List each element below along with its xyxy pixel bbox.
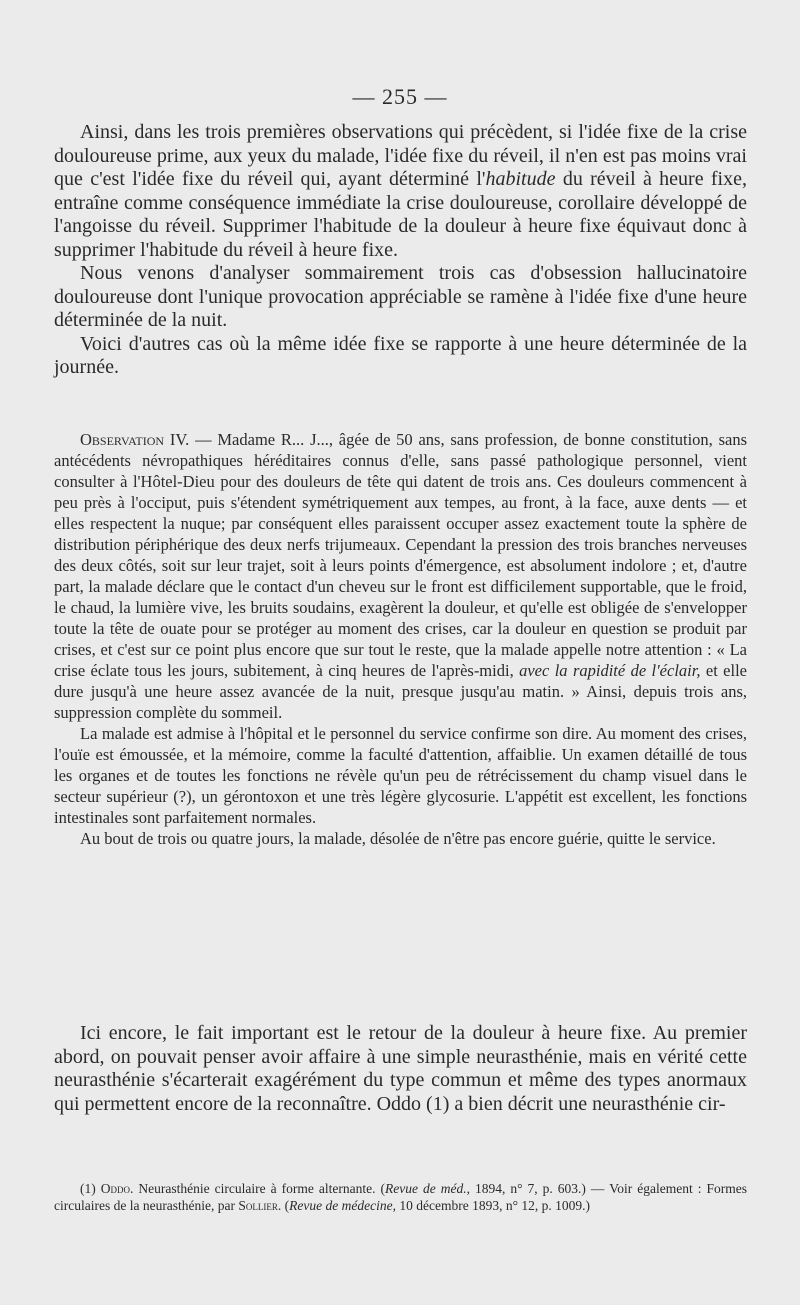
observation-p1-text-b: et elle dure jusqu'à une heure assez avancée de la nuit, presque jusqu'au matin. » Ainsi, depuis trois ans, suppression complète du sommeil. — [54, 661, 747, 722]
observation-p1-emphasis: avec la rapidité de l'éclair, — [519, 661, 701, 680]
intro-section — [54, 121, 747, 380]
footnote-author: Oddo — [100, 1181, 131, 1196]
observation-heading: Observation IV. — [80, 430, 190, 449]
intro-p1-text-b: du réveil à heure fixe, entraîne comme conséquence immédiate la crise douloureuse, corollaire développé de l'angoisse du réveil. Supprimer l'habitude de la douleur à heure fixe équivaut donc à supprimer l'habitude du réveil à heure fixe. — [54, 168, 747, 261]
footnote-paragraph — [54, 1180, 747, 1214]
footnote-mark: (1) — [80, 1181, 101, 1196]
footnote-text-a: . Neurasthénie circulaire à forme alternante. ( — [130, 1181, 385, 1196]
footnote-divider — [54, 1175, 747, 1176]
observation-paragraph-3: Au bout de trois ou quatre jours, la malade, désolée de n'être pas encore guérie, quitte le service. — [80, 829, 716, 848]
intro-paragraph-3: Voici d'autres cas où la même idée fixe se rapporte à une heure déterminée de la journée. — [54, 332, 747, 378]
observation-paragraph-1 — [54, 429, 747, 723]
footnote-text-c: . ( — [277, 1198, 290, 1213]
intro-p1-emphasis: habitude — [485, 168, 556, 190]
footnote-author-2: Sollier — [238, 1198, 278, 1213]
footnote-journal-2: Revue de médecine, — [289, 1198, 396, 1213]
intro-paragraph-1 — [54, 121, 747, 262]
footnote-text-b: , 1894, n° 7, p. 603.) — Voir également : Formes circulaires de la neurasthénie, par — [54, 1181, 747, 1213]
footnote-text-d: 10 décembre 1893, n° 12, p. 1009.) — [395, 1198, 590, 1213]
intro-paragraph-2: Nous venons d'analyser sommairement trois cas d'obsession hallucinatoire douloureuse dont l'unique provocation appréciable se ramène à l'idée fixe d'une heure déterminée de la nuit. — [54, 262, 747, 331]
footnote — [54, 1180, 747, 1214]
observation-paragraph-2: La malade est admise à l'hôpital et le personnel du service confirme son dire. Au moment des crises, l'ouïe est émoussée, et la mémoire, comme la faculté d'attention, affaiblie. Un examen détaillé de tous les organes et de toutes les fonctions ne révèle qu'un peu de rétrécissement du champ visuel dans le secteur supérieur (?), un gérontoxon et une très légère glycosurie. L'appétit est excellent, les fonctions intestinales sont parfaitement normales. — [54, 724, 747, 827]
page-number: — 255 — — [352, 84, 448, 109]
footnote-journal-1: Revue de méd. — [384, 1181, 467, 1196]
intro-p1-text-a: Ainsi, dans les trois premières observations qui précèdent, si l'idée fixe de la crise douloureuse prime, aux yeux du malade, l'idée fixe du réveil, il n'en est pas moins vrai que c'est l'idée fixe du réveil qui, ayant déterminé l' — [54, 121, 747, 190]
observation-section — [54, 429, 747, 849]
conclusion-paragraph-1: Ici encore, le fait important est le retour de la douleur à heure fixe. Au premier abord, on pouvait penser avoir affaire à une simple neurasthénie, mais en vérité cette neurasthénie s'écarterait exagérément du type commun et même des types anormaux qui permettent encore de la reconnaître. Oddo (1) a bien décrit une neurasthénie cir- — [54, 1022, 747, 1115]
observation-p1-text-a: — Madame R... J..., âgée de 50 ans, sans profession, de bonne constitution, sans antécédents névropathiques héréditaires connus d'elle, sans passé pathologique personnel, vient consulter à l'Hôtel-Dieu pour des douleurs de tête qui datent de trois ans. Ces douleurs commencent à peu près à l'occiput, puis s'étendent symétriquement aux tempes, au front, à la face, auxe dents — et elles respectent la nuque; par conséquent elles paraissent occuper assez exactement toute la sphère de distribution périphérique des deux nerfs trijumeaux. Cependant la pression des trois branches nerveuses des deux côtés, soit sur leur trajet, soit à leurs points d'émergence, est absolument indolore ; et, d'autre part, la malade déclare que le contact d'un cheveu sur le front est difficilement supportable, que le froid, le chaud, la lumière vive, les bruits soudains, exagèrent la douleur, et qu'elle est obligée de s'envelopper toute la tête de ouate pour se protéger au moment des crises, car la douleur en question se produit par crises, et c'est sur ce point plus encore que sur tout le reste, que la malade appelle notre attention : « La crise éclate tous les jours, subitement, à cinq heures de l'après-midi, — [54, 430, 747, 680]
conclusion-section — [54, 1022, 747, 1116]
